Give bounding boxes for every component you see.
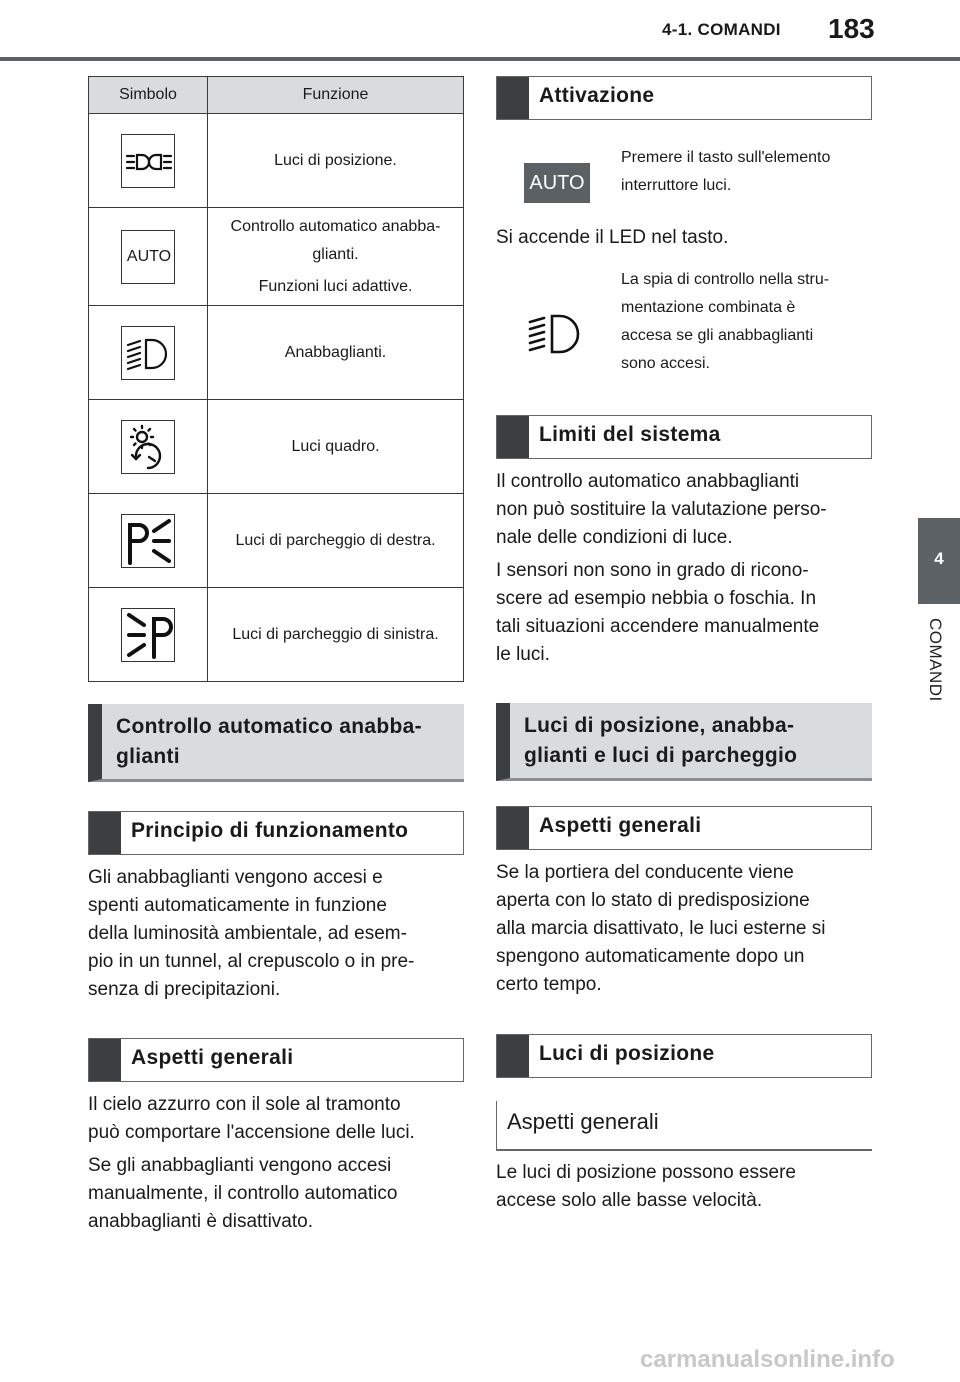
table-row [89,400,464,494]
function-cell: Controllo automatico anabba- glianti. Funzioni luci adattive. [208,208,464,306]
table-row [89,494,464,588]
heading-attivazione: Attivazione [496,76,872,120]
heading-bar [89,1039,121,1081]
indicator-text: La spia di controllo nella stru- mentazione combinata è accesa se gli anabbaglianti sono accesi. [621,271,830,372]
heading-bar [497,77,529,119]
heading-bar [497,1035,529,1077]
low-beam-indicator-icon [526,310,584,358]
chapter-label: COMANDI [926,618,945,702]
table-header-symbol: Simbolo [89,77,208,114]
paragraph-velocita: Le luci di posizione possono essere accese solo alle basse velocità. [496,1162,796,1211]
heading-bar [89,812,121,854]
watermark: carmanualsonline.info [640,1346,895,1373]
function-cell: Anabbaglianti. [208,306,464,400]
table-row [89,306,464,400]
paragraph-principio: Gli anabbaglianti vengono accesi e spenti automaticamente in funzione della luminosità ambientale, ad esem- pio in un tunnel, al crepuscolo o in pre- senza di precipitazioni. [88,867,415,1000]
paragraph-limiti-1: Il controllo automatico anabbaglianti non può sostituire la valutazione perso- nale delle condizioni di luce. [496,471,827,548]
function-cell: Luci di parcheggio di destra. [208,494,464,588]
heading-aspetti-generali-right: Aspetti generali [496,806,872,850]
header-rule [0,57,960,61]
subheading-aspetti-generali: Aspetti generali [496,1101,872,1151]
function-cell: Luci di parcheggio di sinistra. [208,588,464,682]
function-cell: Luci di posizione. [208,114,464,208]
low-beam-icon [121,326,175,380]
heading-aspetti-generali-left: Aspetti generali [88,1038,464,1082]
heading-luci-posizione-anabbaglianti: Luci di posizione, anabba- glianti e luci di parcheggio [496,703,872,781]
led-text: Si accende il LED nel tasto. [496,227,729,248]
auto-icon: AUTO [121,230,175,284]
paragraph-cielo: Il cielo azzurro con il sole al tramonto può comportare l'accensione delle luci. [88,1094,415,1143]
auto-button-icon: AUTO [524,163,590,203]
chapter-number: 4 [934,549,944,568]
left-parking-light-icon [121,608,175,662]
paragraph-portiera: Se la portiera del conducente viene aperta con lo stato di predisposizione alla marcia disattivato, le luci esterne si spengono automaticamente dopo un certo tempo. [496,862,826,995]
table-header-function: Funzione [208,77,464,114]
heading-luci-di-posizione: Luci di posizione [496,1034,872,1078]
function-cell: Luci quadro. [208,400,464,494]
symbol-table [88,76,464,682]
table-row [89,588,464,682]
paragraph-manuale: Se gli anabbaglianti vengono accesi manualmente, il controllo automatico anabbaglianti è disattivato. [88,1155,398,1232]
dashboard-lights-icon [121,420,175,474]
heading-bar [497,807,529,849]
heading-auto-low-beam: Controllo automatico anabba- glianti [88,704,464,782]
page-number: 183 [828,13,875,44]
position-lights-icon [121,134,175,188]
auto-instruction: Premere il tasto sull'elemento interruttore luci. [621,149,831,194]
paragraph-limiti-2: I sensori non sono in grado di ricono- scere ad esempio nebbia o foschia. In tali situazioni accendere manualmente le luci. [496,560,820,665]
heading-principio: Principio di funzionamento [88,811,464,855]
table-row [89,114,464,208]
right-parking-light-icon [121,514,175,568]
section-title: 4-1. COMANDI [662,20,781,39]
table-row [89,208,464,306]
heading-bar [497,416,529,458]
heading-limiti: Limiti del sistema [496,415,872,459]
